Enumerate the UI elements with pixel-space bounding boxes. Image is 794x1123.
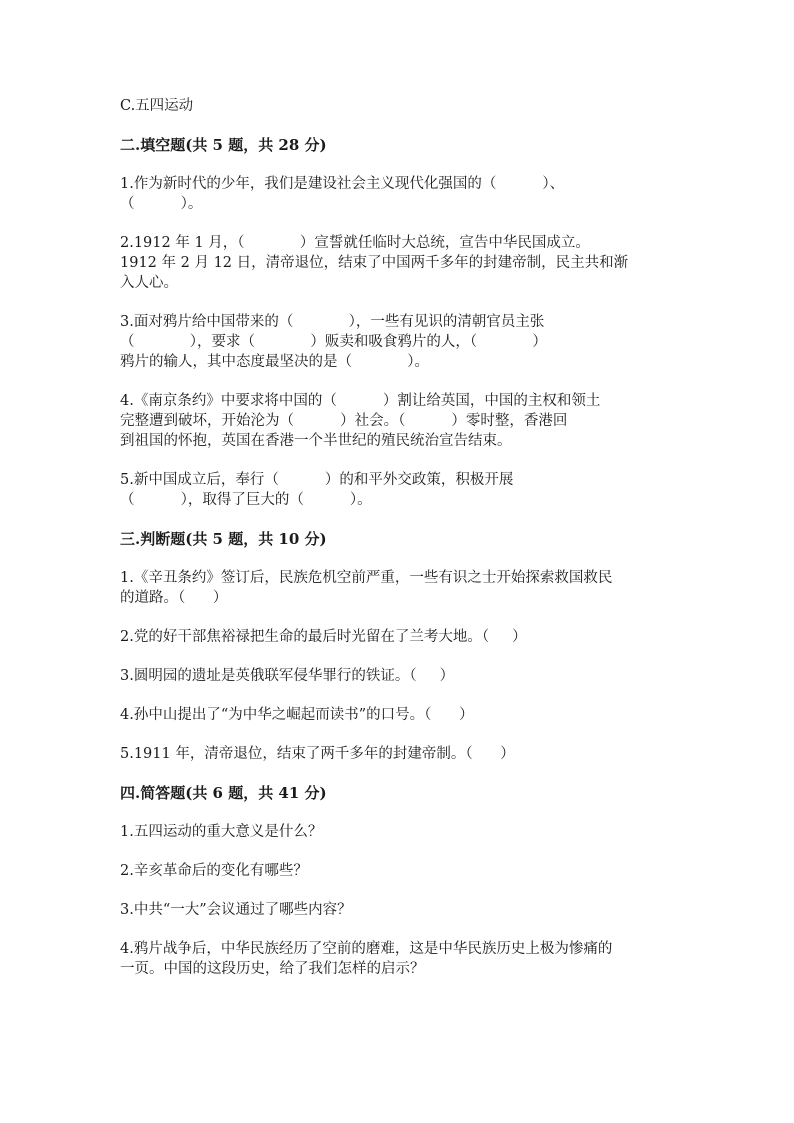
question-line: 1912 年 2 月 12 日，清帝退位，结束了中国两千多年的封建帝制，民主共和渐	[120, 255, 629, 271]
section3-heading: 三.判断题(共 5 题，共 10 分)	[120, 530, 327, 548]
question-line: 的道路。（ ）	[120, 590, 228, 606]
question-line: 1.五四运动的重大意义是什么？	[120, 824, 323, 840]
section3-heading-block	[120, 529, 680, 549]
question-line: 3.圆明园的遗址是英俄联军侵华罪行的铁证。（ ）	[120, 668, 455, 684]
section4-heading: 四.简答题(共 6 题，共 41 分)	[120, 784, 327, 802]
question-line: 3.面对鸦片给中国带来的（ ），一些有见识的清朝官员主张	[120, 314, 545, 330]
section4-heading-block	[120, 783, 680, 803]
question-line: 2.辛亥革命后的变化有哪些？	[120, 863, 308, 879]
question-line: （ ），要求（ ）贩卖和吸食鸦片的人，（ ）	[120, 334, 547, 350]
question-line: 1.《辛丑条约》签订后，民族危机空前严重，一些有识之士开始探索救国救民	[120, 570, 613, 586]
question-line: 到祖国的怀抱，英国在香港一个半世纪的殖民统治宣告结束。	[120, 433, 512, 449]
question-line: 入人心。	[120, 275, 178, 291]
section2-question-5	[120, 470, 680, 510]
section4-question-3	[120, 900, 680, 920]
section2-heading: 二.填空题(共 5 题，共 28 分)	[120, 136, 327, 154]
question-line: 鸦片的输人，其中态度最坚决的是（ ）。	[120, 354, 430, 370]
question-line: 1.作为新时代的少年，我们是建设社会主义现代化强国的（ ）、	[120, 176, 565, 192]
section3-question-3	[120, 666, 680, 686]
option-c-text: C.五四运动	[120, 98, 194, 114]
question-line: （ ），取得了巨大的（ ）。	[120, 492, 372, 508]
section3-question-1	[120, 568, 680, 608]
section2-heading-block	[120, 135, 680, 155]
question-line: 5.1911 年，清帝退位，结束了两千多年的封建帝制。（ ）	[120, 746, 515, 762]
exam-page	[120, 96, 680, 979]
section3-question-4	[120, 705, 680, 725]
section2-question-4	[120, 391, 680, 451]
question-line: 2.1912 年 1 月，（ ）宣誓就任临时大总统，宣告中华民国成立。	[120, 235, 590, 251]
question-line: 4.《南京条约》中要求将中国的（ ）割让给英国，中国的主权和领土	[120, 393, 601, 409]
section4-question-1	[120, 822, 680, 842]
section2-question-3	[120, 312, 680, 372]
section4-question-4	[120, 939, 680, 979]
section2-question-1	[120, 174, 680, 214]
question-line: 4.鸦片战争后，中华民族经历了空前的磨难，这是中华民族历史上极为惨痛的	[120, 941, 613, 957]
question-line: 一页。中国的这段历史，给了我们怎样的启示？	[120, 961, 425, 977]
section4-question-2	[120, 861, 680, 881]
question-line: 5.新中国成立后，奉行（ ）的和平外交政策，积极开展	[120, 472, 514, 488]
question-line: 完整遭到破坏，开始沦为（ ）社会。（ ）零时整，香港回	[120, 413, 568, 429]
question-line: 2.党的好干部焦裕禄把生命的最后时光留在了兰考大地。（ ）	[120, 629, 527, 645]
section3-question-2	[120, 627, 680, 647]
option-c	[120, 96, 680, 116]
section3-question-5	[120, 744, 680, 764]
section2-question-2	[120, 233, 680, 293]
question-line: 3.中共“一大”会议通过了哪些内容？	[120, 902, 352, 918]
question-line: （ ）。	[120, 196, 203, 212]
question-line: 4.孙中山提出了“为中华之崛起而读书”的口号。（ ）	[120, 707, 474, 723]
